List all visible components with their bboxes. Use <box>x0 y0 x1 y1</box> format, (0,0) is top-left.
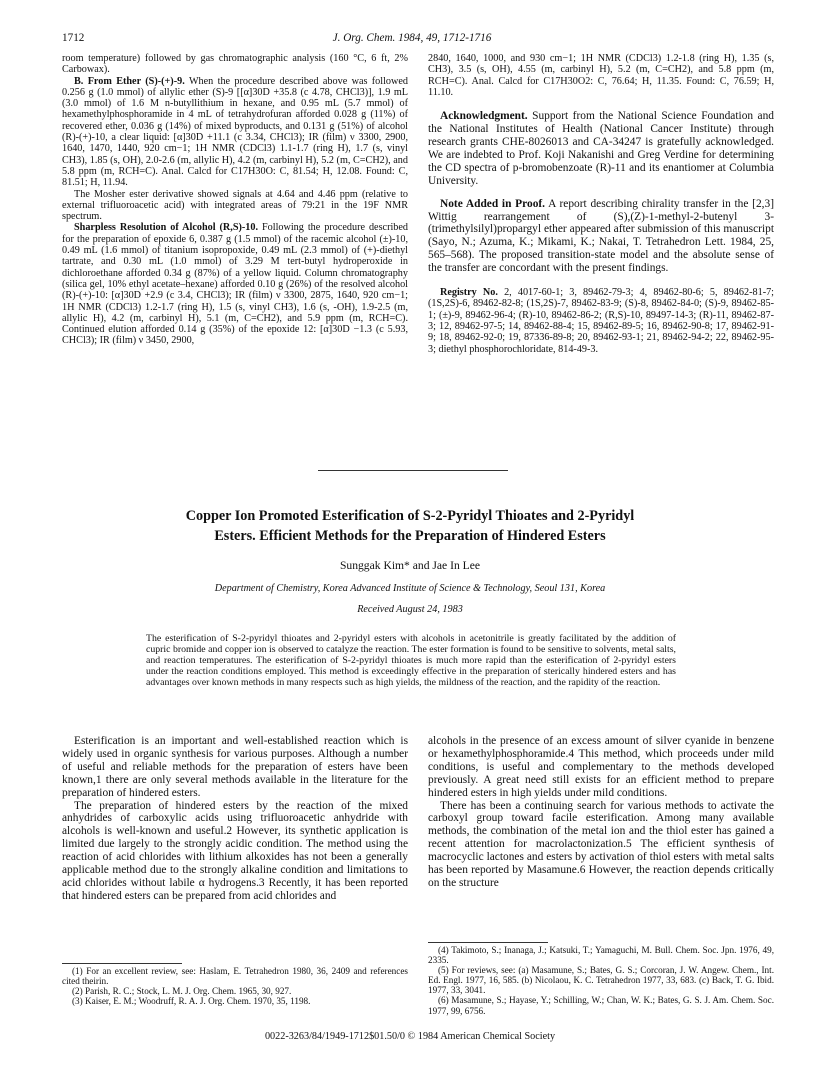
note-heading: Note Added in Proof. <box>440 197 546 210</box>
registry-heading: Registry No. <box>440 287 498 299</box>
body-paragraph: The preparation of hindered esters by the reaction of the mixed anhydrides of carboxylic acids using trifluoroacetic anhydride with alcohols is well-known and useful.2 However, its synthetic application is limited due largely to the strongly acidic condition. The method using the reaction of acid chlorides with lithium alkoxides has not been a generally applicable method due to the strongly alkaline condition and limitations to acid chlorides without labile α hydrogens.3 Recently, it has been reported that hindered esters can be prepared from acid chlorides and <box>62 799 408 902</box>
body-right-column <box>428 735 774 890</box>
footnote: (3) Kaiser, E. M.; Woodruff, R. A. J. Org. Chem. 1970, 35, 1198. <box>72 996 311 1007</box>
experimental-paragraph: When the procedure described above was followed 0.256 g (1.0 mmol) of allylic ether (S)-9 [[α]30D +35.8 (c 4.78, CHCl3)], 1.9 mL (3.0 mmol) of 1.6 M n-butyllithium in hexane, and 0.95 mL (5.7 mmol) of hexamethylphosphoramide in 4 mL of tetrahydrofuran afforded 0.028 g (11%) of recovered ether, 0.036 g (14%) of mixed byproducts, and 0.131 g (51%) of alcohol (R)-(+)-10, a clear liquid: [α]30D +11.1 (c 3.34, CHCl3); IR (film) ν 3300, 2900, 1640, 1470, 1440, 920 cm−1; 1H NMR (CDCl3) 1.1-1.7 (ring H), 1.7 (s, vinyl CH3), 1.85 (s, OH), 2.0-2.6 (m, allylic H), 4.2 (m, carbinyl H), 5.2 (m, C=CH2), and 5.8 ppm (m, RCH=C). Anal. Calcd for C17H30O: C, 81.54; H, 12.08. Found: C, 81.51; H, 11.94. <box>62 75 408 189</box>
acknowledgment-heading: Acknowledgment. <box>440 110 528 123</box>
received-date: Received August 24, 1983 <box>357 604 463 615</box>
author-affiliation: Department of Chemistry, Korea Advanced Institute of Science & Technology, Seoul 131, Korea <box>214 583 606 594</box>
registry-numbers: 2, 4017-60-1; 3, 89462-79-3; 4, 89462-80-6; 5, 89462-81-7; (1S,2S)-6, 89462-82-8; (1S,2S)-7, 89462-83-9; (S)-8, 89462-84-0; (S)-9, 89462-85-1; (±)-9, 89462-96-4; (R)-10, 89462-86-2; (R,S)-10, 89497-14-3; (R)-11, 89462-87-3; 12, 89462-97-5; 14, 89462-88-4; 15, 89462-89-5; 16, 89462-90-8; 17, 89462-91-9; 18, 89462-92-0; 19, 87336-89-8; 20, 89462-93-1; 21, 89462-94-2; 22, 89462-95-3; diethyl phosphorochloridate, 814-49-3. <box>428 287 775 355</box>
section-heading: Sharpless Resolution of Alcohol (R,S)-10. <box>74 222 258 234</box>
page-footer: 0022-3263/84/1949-1712$01.50/0 © 1984 American Chemical Society <box>264 1031 556 1042</box>
article-abstract: The esterification of S-2-pyridyl thioates and 2-pyridyl esters with alcohols in acetonitrile is greatly facilitated by the addition of cupric bromide and copper ion is observed to catalyze the reaction. The ester formation is found to be sensitive to solvents, metal salts, and reaction temperatures. The esterification of S-2-pyridyl thioates is much more rapid than the esterification of 2-pyridyl esters under the reaction conditions employed. This method is exceedingly effective in the preparation of sterically hindered esters and has advantages over known methods in many respects such as high yields, the mildness of the reaction, and the rapidity of the reaction. <box>146 633 676 689</box>
body-paragraph: There has been a continuing search for various methods to activate the carboxyl group toward facile esterification. Among many available methods, the combination of the metal ion and the thiol ester has gained a recent attention for macrolactonization.5 The efficient synthesis of macrocyclic lactones and esters by activation of thiol esters with metal salts has been reported by Masamune.6 However, the reaction depends critically on the structure <box>428 799 774 889</box>
previous-article-right-column <box>428 53 774 355</box>
body-paragraph: Esterification is an important and well-established reaction which is widely used in organic synthesis for various purposes. Although a number of useful and reliable methods for the preparation of esters have been known,1 there are only several methods available in the literature for the preparation of hindered esters. <box>62 735 408 799</box>
experimental-paragraph: room temperature) followed by gas chromatographic analysis (160 °C, 6 ft, 2% Carbowax). <box>62 53 408 76</box>
section-heading: B. From Ether (S)-(+)-9. <box>74 75 185 87</box>
footnote: (1) For an excellent review, see: Haslam, E. Tetrahedron 1980, 36, 2409 and references cited theirin. <box>62 966 408 987</box>
body-paragraph: alcohols in the presence of an excess amount of silver cyanide in benzene or hexamethylphosphoramide.4 This method, which proceeds under mild conditions, is useful and complementary to the methods developed previously. A great need still exists for an efficient method to prepare hindered esters in high yields under mild conditions. <box>428 735 774 799</box>
experimental-paragraph: The Mosher ester derivative showed signals at 4.64 and 4.46 ppm (relative to external trifluoroacetic acid) with integrated areas of 79:21 in the 19F NMR spectrum. <box>62 188 408 223</box>
footnote: (5) For reviews, see: (a) Masamune, S.; Bates, G. S.; Corcoran, J. W. Angew. Chem., Int. Ed. Engl. 1977, 16, 585. (b) Nicolaou, K. C. Tetrahedron 1977, 33, 683. (c) Back, T. G. Ibid. 1977, 33, 3041. <box>428 965 774 996</box>
experimental-paragraph: 2840, 1640, 1000, and 930 cm−1; 1H NMR (CDCl3) 1.2-1.8 (ring H), 1.35 (s, CH3), 3.5 (s, OH), 4.55 (m, carbinyl H), 5.2 (m, C=CH2), and 5.8 ppm (m, RCH=C). Anal. Calcd for C17H30O2: C, 76.64; H, 11.35. Found: C, 76.59; H, 11.10. <box>428 53 774 98</box>
running-header <box>62 32 762 48</box>
acknowledgment-text: Support from the National Science Foundation and the National Institutes of Health (National Cancer Institute) through research grants CHE-8026013 and CA-34247 is gratefully acknowledged. We are indebted to Prof. Koji Nakanishi and Greg Verdine for determining the CD spectra of p-bromobenzoate (R)-11 and its enantiomer at Columbia University. <box>428 110 774 187</box>
note-text: A report describing chirality transfer in the [2,3] Wittig rearrangement of (S),(Z)-1-methyl-2-butenyl 3-(trimethylsilyl)propargyl ether appeared after submission of this manuscript (Sayo, N.; Azuma, K.; Mikami, K.; Nakai, T. Tetrahedron Lett. 1984, 25, 565–568). The proposed transition-state model and the absolute sense of the transfer are concordant with the present findings. <box>428 197 775 275</box>
page-number: 1712 <box>62 32 85 44</box>
footnote-rule <box>428 942 548 943</box>
article-divider <box>318 470 508 471</box>
experimental-paragraph: Following the procedure described for the preparation of epoxide 6, 0.387 g (1.5 mmol) of the racemic alcohol (±)-10, 0.49 mL (1.6 mmol) of titanium isopropoxide, 0.49 mL (2.3 mmol) of (+)-diethyl tartrate, and 0.30 mL (1.0 mmol) of 3.29 M tert-butyl hydroperoxide in dichloroethane afforded 0.34 g (87%) of a yellow liquid. Column chromatography (silica gel, 10% ethyl acetate–hexane) afforded 0.10 g (26%) of the resolved alcohol (R)-(+)-10: [α]30D +2.9 (c 3.4, CHCl3); IR (film) ν 3300, 2875, 1640, 920 cm−1; 1H NMR (CDCl3) 1.2-1.7 (ring H), 1.5 (s, vinyl CH3), 1.6 (s, -OH), 1.9-2.5 (m, allylic H), 4.2 (m, carbinyl H), 5.1 (m, C=CH2), and 5.9 ppm (m, RCH=C). Continued elution afforded 0.14 g (35%) of the epoxide 12: [α]30D −1.3 (c 5.93, CHCl3); IR (film) ν 3450, 2900, <box>62 222 408 347</box>
article-title-line-1: Copper Ion Promoted Esterification of S-2-Pyridyl Thioates and 2-Pyridyl <box>185 508 635 524</box>
journal-citation: J. Org. Chem. 1984, 49, 1712-1716 <box>332 32 492 44</box>
footnote: (2) Parish, R. C.; Stock, L. M. J. Org. Chem. 1965, 30, 927. <box>72 986 292 997</box>
footnotes-left <box>62 966 408 1006</box>
article-title-line-2: Esters. Efficient Methods for the Preparation of Hindered Esters <box>214 528 606 544</box>
body-left-column <box>62 735 408 903</box>
footnotes-right <box>428 945 774 1016</box>
footnote-rule <box>62 963 182 964</box>
previous-article-left-column <box>62 53 408 347</box>
article-authors: Sunggak Kim* and Jae In Lee <box>339 559 481 572</box>
footnote: (4) Takimoto, S.; Inanaga, J.; Katsuki, T.; Yamaguchi, M. Bull. Chem. Soc. Jpn. 1976, 49, 2335. <box>428 945 774 966</box>
footnote: (6) Masamune, S.; Hayase, Y.; Schilling, W.; Chan, W. K.; Bates, G. S. J. Am. Chem. Soc. 1977, 99, 6756. <box>428 995 774 1016</box>
